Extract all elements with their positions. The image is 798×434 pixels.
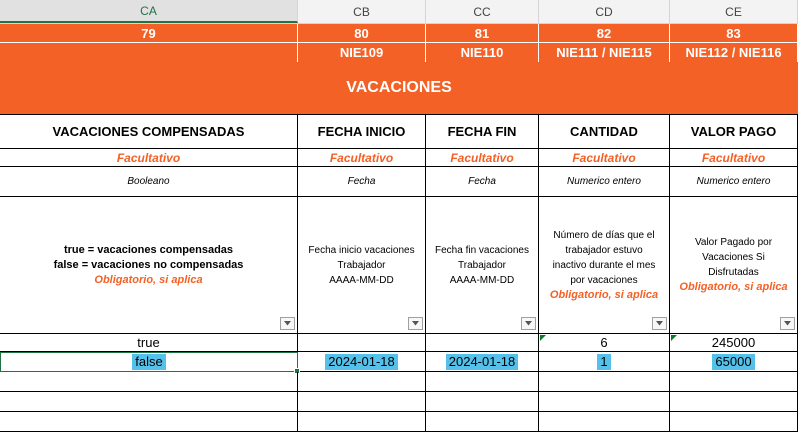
empty-cell[interactable] [670, 412, 798, 432]
green-triangle-indicator-icon [671, 335, 677, 341]
empty-cell[interactable] [539, 392, 670, 412]
empty-cell[interactable] [426, 372, 539, 392]
description-cell[interactable] [298, 197, 426, 334]
header-row [0, 114, 798, 149]
section-title-row [0, 62, 798, 114]
column-header-cb[interactable]: CB [298, 0, 426, 23]
empty-cell[interactable] [298, 372, 426, 392]
data-row [0, 352, 798, 372]
data-cell-value: 2024-01-18 [325, 354, 398, 370]
data-cell[interactable] [670, 334, 798, 352]
required-note: Obligatorio, si aplica [549, 288, 659, 301]
type-cell[interactable]: Fecha [298, 167, 426, 197]
data-cell[interactable] [670, 352, 798, 372]
filter-dropdown-icon[interactable] [521, 317, 536, 330]
column-header-ce[interactable]: CE [670, 0, 798, 23]
active-cell[interactable] [0, 352, 298, 372]
header-cell[interactable]: VACACIONES COMPENSADAS [0, 115, 298, 149]
empty-cell[interactable] [298, 412, 426, 432]
filter-dropdown-icon[interactable] [280, 317, 295, 330]
optionality-cell[interactable]: Facultativo [670, 149, 798, 167]
header-cell[interactable]: CANTIDAD [539, 115, 670, 149]
filter-dropdown-icon[interactable] [652, 317, 667, 330]
description-line: Fecha inicio vacaciones [308, 244, 415, 256]
filter-dropdown-icon[interactable] [780, 317, 795, 330]
type-cell[interactable]: Fecha [426, 167, 539, 197]
column-header-cc[interactable]: CC [426, 0, 539, 23]
data-row [0, 334, 798, 352]
description-row [0, 197, 798, 334]
data-cell[interactable] [426, 352, 539, 372]
type-cell[interactable]: Numerico entero [670, 167, 798, 197]
description-line: inactivo durante el mes [552, 259, 656, 271]
field-number-cell[interactable]: 82 [539, 24, 670, 42]
data-cell[interactable] [539, 352, 670, 372]
description-line: Trabajador [337, 259, 386, 271]
field-code-cell[interactable]: NIE112 / NIE116 [670, 43, 798, 62]
column-header-row [0, 0, 798, 24]
empty-row [0, 392, 798, 412]
field-number-row [0, 24, 798, 43]
data-cell-value: 2024-01-18 [446, 354, 519, 370]
data-cell[interactable] [426, 334, 539, 352]
field-code-cell[interactable]: NIE109 [298, 43, 426, 62]
description-cell[interactable] [0, 197, 298, 334]
type-cell[interactable]: Booleano [0, 167, 298, 197]
description-line: Disfrutadas [708, 267, 759, 278]
description-line: AAAA-MM-DD [449, 274, 515, 286]
data-cell-value: 245000 [711, 335, 756, 350]
field-code-row [0, 43, 798, 62]
field-number-cell[interactable]: 83 [670, 24, 798, 42]
filter-dropdown-icon[interactable] [408, 317, 423, 330]
empty-cell[interactable] [670, 372, 798, 392]
empty-cell[interactable] [0, 372, 298, 392]
data-cell-value: 6 [600, 335, 608, 350]
header-cell[interactable]: FECHA FIN [426, 115, 539, 149]
description-line: Número de días que el [553, 229, 655, 241]
data-cell[interactable]: true [0, 334, 298, 352]
description-cell[interactable] [426, 197, 539, 334]
empty-cell[interactable] [298, 392, 426, 412]
optionality-cell[interactable]: Facultativo [0, 149, 298, 167]
data-cell[interactable] [298, 334, 426, 352]
description-line: false = vacaciones no compensadas [53, 258, 244, 271]
optionality-row [0, 149, 798, 167]
required-note: Obligatorio, si aplica [679, 281, 788, 293]
data-cell[interactable] [539, 334, 670, 352]
description-line: Vacaciones Si [702, 252, 765, 263]
field-number-cell[interactable]: 80 [298, 24, 426, 42]
empty-cell[interactable] [0, 412, 298, 432]
field-number-cell[interactable]: 79 [0, 24, 298, 42]
description-cell[interactable] [670, 197, 798, 334]
header-cell[interactable]: FECHA INICIO [298, 115, 426, 149]
description-line: AAAA-MM-DD [329, 274, 394, 286]
optionality-cell[interactable]: Facultativo [298, 149, 426, 167]
empty-cell[interactable] [539, 372, 670, 392]
description-line: por vacaciones [570, 274, 638, 286]
data-cell-value: 1 [597, 354, 610, 370]
description-line: true = vacaciones compensadas [63, 243, 234, 256]
empty-cell[interactable] [0, 392, 298, 412]
section-title[interactable]: VACACIONES [346, 79, 452, 96]
description-line: trabajador estuvo [565, 244, 643, 256]
optionality-cell[interactable]: Facultativo [426, 149, 539, 167]
empty-cell[interactable] [670, 392, 798, 412]
empty-cell[interactable] [539, 412, 670, 432]
green-triangle-indicator-icon [540, 335, 546, 341]
description-line: Valor Pagado por [694, 237, 773, 248]
type-cell[interactable]: Numerico entero [539, 167, 670, 197]
field-code-cell[interactable]: NIE111 / NIE115 [539, 43, 670, 62]
required-note: Obligatorio, si aplica [94, 273, 203, 286]
column-header-cd[interactable]: CD [539, 0, 670, 23]
description-line: Fecha fin vacaciones [435, 244, 529, 256]
type-row [0, 167, 798, 197]
field-number-cell[interactable]: 81 [426, 24, 539, 42]
data-cell-value: 65000 [712, 354, 754, 370]
header-cell[interactable]: VALOR PAGO [670, 115, 798, 149]
empty-row [0, 412, 798, 432]
description-cell[interactable] [539, 197, 670, 334]
empty-cell[interactable] [426, 412, 539, 432]
field-code-cell[interactable]: NIE110 [426, 43, 539, 62]
data-cell-value: false [132, 354, 165, 370]
description-line: Trabajador [458, 259, 506, 271]
column-header-ca[interactable]: CA [0, 0, 298, 23]
optionality-cell[interactable]: Facultativo [539, 149, 670, 167]
data-cell[interactable] [298, 352, 426, 372]
empty-row [0, 372, 798, 392]
empty-cell[interactable] [426, 392, 539, 412]
field-code-cell[interactable] [0, 43, 298, 62]
